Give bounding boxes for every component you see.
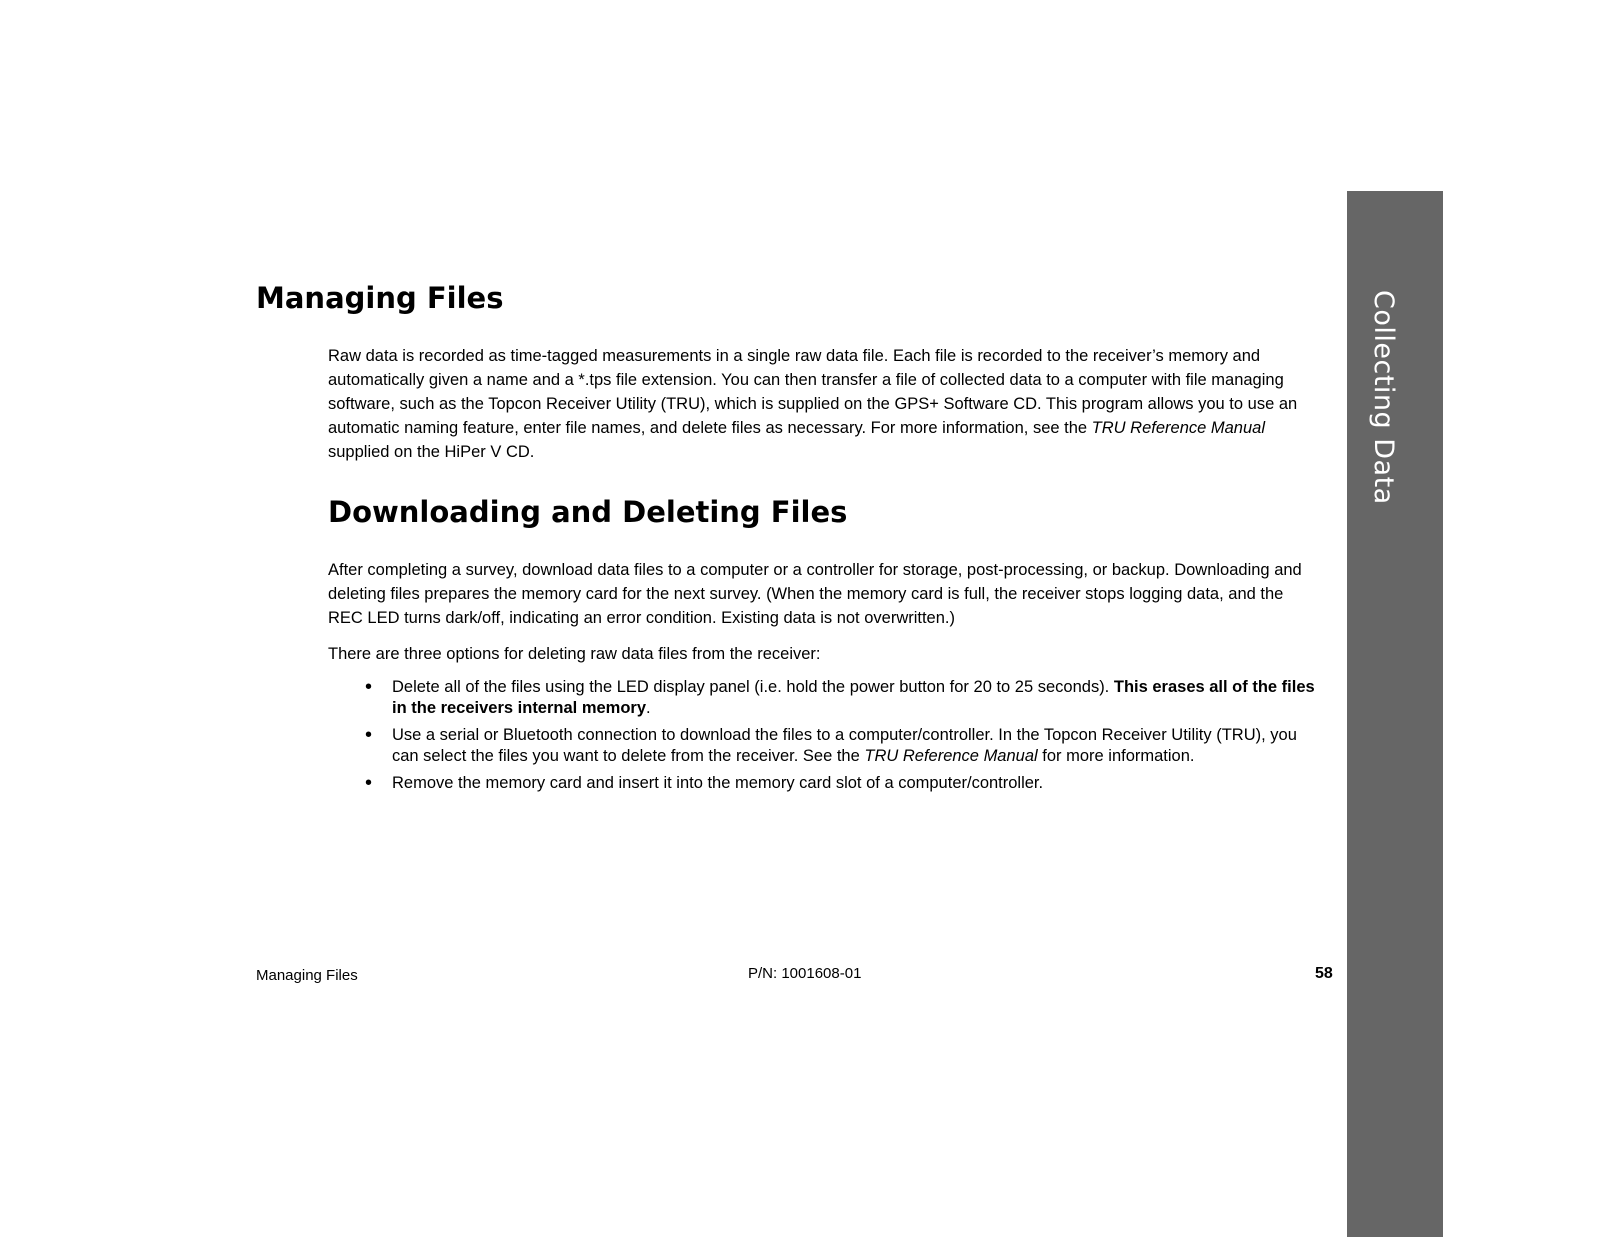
delete-options-list [328,677,1318,801]
list-item [328,725,1318,766]
bullet-icon: • [365,676,373,698]
bullet-icon: • [365,724,373,746]
footer-part-number: P/N: 1001608-01 [748,965,862,982]
intro-manual-reference: TRU Reference Manual [1091,419,1265,437]
bullet-2-text: Use a serial or Bluetooth connection to download the files to a computer/controller. In the Topcon Receiver Utility (TRU), you can select the files you want to delete from the receiver. See the [392,726,1297,765]
intro-text-part1: Raw data is recorded as time-tagged measurements in a single raw data file. Each file is recorded to the receiver’s memory and automatically given a name and a *.tps file extension. You can then transfer a file of collected data to a computer with file managing software, such as the Topcon Receiver Utility (TRU), which is supplied on the GPS+ Software CD. This program allows you to use an automatic naming feature, enter file names, and delete files as necessary. For more information, see the [328,347,1298,437]
bullet-3-text: Remove the memory card and insert it into the memory card slot of a computer/controller. [392,774,1044,792]
intro-paragraph [328,344,1316,464]
footer-page-number: 58 [1315,965,1333,982]
list-item [328,677,1318,718]
section-heading-managing-files: Managing Files [256,281,504,315]
bullet-1-end: . [646,698,651,717]
download-paragraph: After completing a survey, download data files to a computer or a controller for storage, post-processing, or backup. Downloading and deleting files prepares the memory card for the next survey. (When the memory card is full, the receiver stops logging data, and the REC LED turns dark/off, indicating an error condition. Existing data is not overwritten.) [328,561,1302,627]
bullet-icon: • [365,772,373,794]
bullet-2-end: for more information. [1037,746,1195,765]
intro-text-part2: supplied on the HiPer V CD. [328,443,535,461]
delete-options-intro: There are three options for deleting raw data files from the receiver: [328,645,821,663]
section-heading-downloading-deleting: Downloading and Deleting Files [328,495,848,529]
footer-section-title: Managing Files [256,967,358,984]
bullet-2-manual-reference: TRU Reference Manual [864,746,1038,765]
chapter-tab-label: Collecting Data [1368,290,1399,505]
bullet-1-warning: This erases all of the files in the receivers internal memory [392,678,1315,717]
list-item [328,773,1318,794]
bullet-1-text: Delete all of the files using the LED display panel (i.e. hold the power button for 20 to 25 seconds). [392,678,1114,696]
